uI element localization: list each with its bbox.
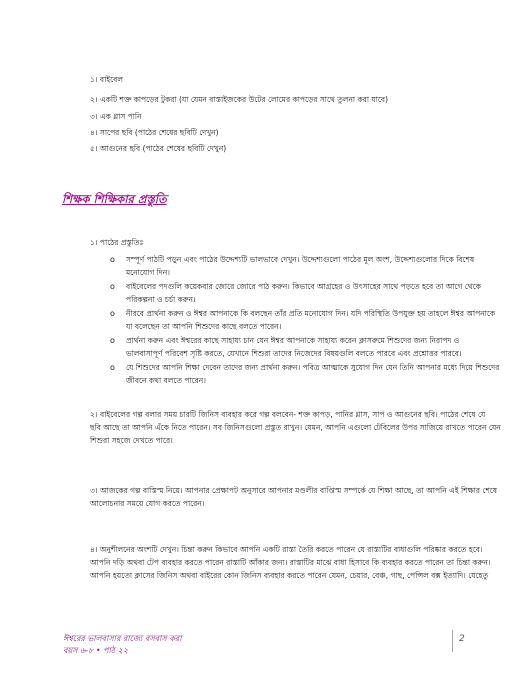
paragraph-line: শিশুরা সহজে দেখতে পারে।	[90, 436, 173, 445]
paragraph-line: ৪। অনুশীলনের অংশটি দেখুন। চিন্তা করুন কিভাবে আপনি একটি রাস্তা তৈরি করতে পারেন যে রাস্তাটির বাধাগুলি পরিষ্কার করতে হবে।	[90, 545, 483, 554]
footer-title: ঈশ্বরের ভালবাসার রাজ্যে বসবাস করা	[63, 634, 182, 643]
bullet-line: নীরবে প্রার্থনা করুন ও ঈশ্বর আপনাকে কি বলছেন তাঁর প্রতি মনোযোগ দিন। যদি পরিস্থিতি উপযুক্ত হয় তাহলে ঈশ্বর আপনাকে	[126, 309, 496, 318]
paragraph-line: ছবি আছে তা আপনি এঁকে নিতে পারেন। সব জিনিসগুলো প্রস্তুত রাখুন। যেমন, আপনি এগুলো টেবিলের উপর সাজিয়ে রাখতে পারেন যেন	[90, 423, 501, 432]
paragraph-line: ২। বাইবেলের গল্প বলার সময় চারটি জিনিস ব্যবহার করে গল্প বলবেন- শক্ত কাপড়, পানির গ্লাস, সাপ ও আগুনের ছবি। পাঠের শেষে যে	[90, 410, 486, 419]
paragraph-line: ৩। আজকের গল্প বাস্তিস্ম নিয়ে। আপনার প্রেক্ষাপট অনুসারে আপনার মণ্ডলীর বাপ্তিস্ম সম্পর্কে যে শিক্ষা আছে, তা আপনি এই শিক্ষার শেষে	[90, 486, 498, 495]
bullet-line: মনোযোগ দিন।	[126, 268, 170, 277]
prep-title: ১। পাঠের প্রস্তুতিঃ	[90, 238, 144, 247]
bullet-line: ভালবাসাপূর্ণ পরিবেশ সৃষ্টি করতে, যেখানে শিশুরা তাদের নিজেদের বিষয়গুলি বলতে পারবে এবং প্রশ্নোত্তর পারবে।	[126, 349, 462, 358]
bullet-line: পরিকল্পনা ও চর্চা করুন।	[126, 295, 196, 304]
materials-item: ৫। আগুনের ছবি (পাঠের শেষের ছবিটি দেখুন)	[90, 144, 227, 153]
paragraph-line: আপনি দড়ি অথবা টেপ ব্যবহার করতে পারেন রাস্তাটি আঁকার জন্য। রাস্তাটির মাঝে বাধা হিসাবে কি ব্যবহার করতে পারেন তা চিন্তা করুন।	[90, 558, 491, 567]
bullet-marker: o	[110, 255, 115, 264]
bullet-line: প্রার্থনা করুন এবং ঈশ্বরের কাছে সাহায্য চান যেন ঈশ্বর আপনাকে সাহায্য করেন ক্লাসরুমে শিশুদের জন্য নিরাপদ ও	[126, 336, 460, 345]
footer-subtitle: বয়স ৬-৮ • পাঠ ২২	[63, 646, 129, 655]
footer-divider	[452, 630, 453, 652]
bullet-marker: o	[110, 363, 115, 372]
section-heading: শিক্ষক শিক্ষিকার প্রস্তুতি	[62, 192, 167, 206]
bullet-marker: o	[110, 282, 115, 291]
paragraph-line: আলোচনার সময়ে যোগ করতে পারেন।	[90, 499, 205, 508]
bullet-line: যে শিশুদের আপনি শিক্ষা দেবেন তাদের জন্য প্রার্থনা করুন। পবিত্র আত্মাকে সুযোগ দিন যেন তিনি আপনার মধ্যে দিয়ে শিশুদের	[126, 363, 500, 372]
bullet-line: জীবনে কথা বলতে পারেন।	[126, 376, 206, 385]
materials-item: ৪। সাপের ছবি (পাঠের শেষের ছবিটি দেখুন)	[90, 128, 219, 137]
page-number: 2	[459, 634, 465, 644]
bullet-line: বাইবেলের পদগুলি কয়েকবার জোরে জোরে পাঠ করুন। কিভাবে আগ্রহের ও উৎসাহের সাথে পড়তে হবে তা আগে থেকে	[126, 282, 481, 291]
materials-item: ১। বাইবেল	[90, 75, 123, 84]
materials-item: ২। একটি শক্ত কাপড়ের টুকরা (যা যেমন বাস্তাইজকের উটের লোমের কাপড়ের সাথে তুলনা করা যাবে)	[90, 95, 389, 104]
bullet-line: সম্পূর্ণ পাঠটি পড়ুন এবং পাঠের উদ্দেশ্যটি ভালভাবে দেখুন। উদ্দেশ্যগুলো পাঠের মূল অংশ, উদ্দেশ্যগুলোর দিকে বিশেষ	[126, 255, 475, 264]
paragraph-line: আপনি হয়তো ক্লাসের জিনিস অথবা বাইরের কোন জিনিস ব্যবহার করতে পারেন যেমন, চেয়ার, বেঞ্চ, গাছ, পেন্সিল বক্স ইত্যাদি। যেহেতু	[90, 571, 489, 580]
bullet-marker: o	[110, 336, 115, 345]
bullet-line: যা বলেছেন তা আপনি শিশুদের কাছে বলতে পারেন।	[126, 322, 282, 331]
bullet-marker: o	[110, 309, 115, 318]
materials-item: ৩। এক গ্লাস পানি	[90, 112, 142, 121]
